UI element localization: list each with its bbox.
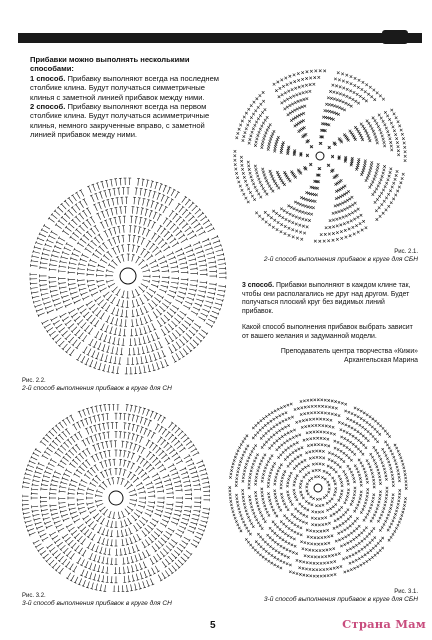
figure-2-1-caption bbox=[236, 248, 418, 264]
author-role: Преподаватель центра творчества «Кижи» bbox=[280, 348, 418, 356]
figure-2-1-label: Рис. 2.1. bbox=[394, 249, 418, 255]
figure-2-2-label: Рис. 2.2. bbox=[22, 378, 46, 384]
figure-2-2-caption bbox=[22, 377, 222, 393]
header-bar bbox=[18, 33, 422, 43]
method1-paragraph bbox=[30, 74, 220, 102]
figure-3-1-text: 3-й способ выполнения прибавок в круге для СБН bbox=[263, 596, 418, 603]
author-name: Архангельская Марина bbox=[344, 356, 418, 364]
site-watermark: Страна Мам bbox=[342, 617, 426, 631]
figure-2-1-diagram bbox=[230, 66, 410, 246]
page-number: 5 bbox=[210, 620, 216, 631]
method2-label: 2 способ. bbox=[30, 102, 66, 112]
intro-heading: Прибавки можно выполнять несколькими способами: bbox=[30, 55, 190, 74]
method1-text: Прибавку выполняют всегда на последнем столбике клина. Будут получаться симметричные клинья с заметной линией прибавок между ними. bbox=[30, 73, 220, 102]
method2-paragraph bbox=[30, 102, 220, 140]
header-bar-tab bbox=[382, 30, 408, 44]
figure-2-1-text: 2-й способ выполнения прибавок в круге для СБН bbox=[263, 256, 418, 263]
figure-3-1-diagram bbox=[226, 396, 410, 580]
method2-text: Прибавку выполняют всегда на первом столбике клина. Будут получаться асимметричные клинья, немного закрученные вправо, с заметной линией прибавок между ними. bbox=[30, 102, 210, 140]
figure-3-1-caption bbox=[236, 588, 418, 604]
method3-block bbox=[242, 282, 418, 365]
figure-3-1-label: Рис. 3.1. bbox=[394, 589, 418, 595]
figure-2-2-diagram bbox=[28, 176, 228, 376]
method3-text: Прибавки выполняют в каждом клине так, чтобы они располагались не друг над другом. Будет получаться плоский круг без видимых линий прибавок. bbox=[242, 282, 411, 316]
figure-3-2-caption bbox=[22, 592, 222, 608]
choice-paragraph: Какой способ выполнения прибавок выбрать зависит от вашего желания и задуманной модели. bbox=[242, 323, 413, 340]
figure-2-2-text: 2-й способ выполнения прибавок в круге для СН bbox=[22, 385, 172, 392]
method3-paragraph bbox=[242, 282, 418, 317]
intro-block bbox=[30, 55, 220, 140]
method3-label: 3 способ. bbox=[242, 282, 275, 289]
figure-3-2-label: Рис. 3.2. bbox=[22, 593, 46, 599]
figure-3-2-diagram bbox=[22, 404, 210, 592]
method1-label: 1 способ. bbox=[30, 73, 66, 83]
figure-3-2-text: 3-й способ выполнения прибавок в круге для СН bbox=[22, 600, 172, 607]
